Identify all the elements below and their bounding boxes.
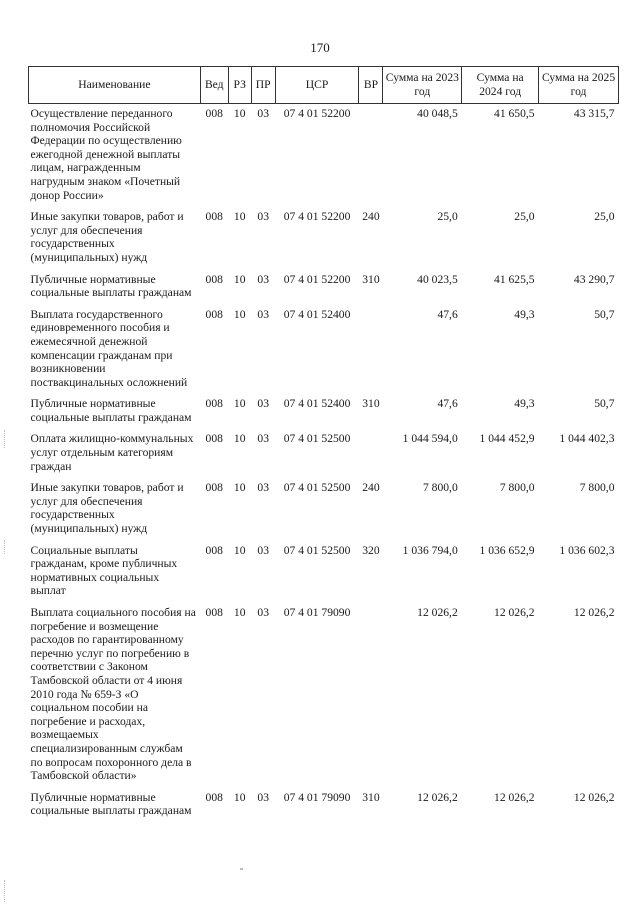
cell-csr: 07 4 01 52200 — [283, 107, 351, 120]
cell-pr: 03 — [257, 107, 269, 120]
cell-sum-2023: 40 048,5 — [417, 107, 458, 120]
cell-ved: 008 — [205, 790, 223, 804]
cell-vr — [359, 603, 383, 788]
cell-pr: 03 — [257, 210, 269, 224]
margin-mark — [4, 880, 6, 902]
cell-name: Выплата социального пособия на погребение и возмещение расходов по гарантированному перечню услуг по погребению в соответствии с Законом Тамбовской области от 4 июня 2010 года № 659-З «О социальном пособии на погребение и расходах, возмещаемых специализированным службам по вопросам похоронного дела в Тамбовской области» — [30, 606, 196, 783]
cell-name: Оплата жилищно-коммунальных услуг отдельным категориям граждан — [30, 432, 194, 473]
cell-sum-2025: 1 044 402,3 — [559, 432, 615, 446]
cell-pr: 03 — [257, 307, 269, 321]
cell-ved: 008 — [205, 481, 223, 495]
table-row — [29, 104, 619, 208]
cell-name: Выплата государственного единовременного пособия и ежемесячной денежной компенсации гражданам при возникновении поствакцинальных осложнений — [30, 307, 188, 389]
cell-sum-2025: 25,0 — [594, 210, 615, 224]
cell-pr: 03 — [257, 790, 269, 804]
cell-sum-2025: 7 800,0 — [579, 481, 615, 495]
cell-sum-2024: 1 036 652,9 — [479, 543, 535, 557]
table-row — [29, 394, 619, 429]
cell-sum-2024: 49,3 — [514, 307, 535, 321]
cell-vr — [359, 104, 383, 208]
cell-ved: 008 — [205, 432, 223, 446]
cell-name: Осуществление переданного полномочия Российской Федерации по осуществлению ежегодной денежной выплаты лицам, награжденным нагрудным знаком «Почетный донор России» — [30, 107, 182, 202]
header-rz: РЗ — [228, 67, 251, 104]
cell-sum-2023: 12 026,2 — [417, 606, 458, 619]
cell-pr: 03 — [257, 432, 269, 446]
cell-rz: 10 — [233, 606, 246, 619]
cell-sum-2023: 40 023,5 — [417, 272, 458, 286]
scan-speck — [240, 868, 243, 870]
cell-csr: 07 4 01 52400 — [283, 307, 351, 321]
cell-ved: 008 — [205, 307, 223, 321]
header-pr: ПР — [251, 67, 275, 104]
cell-csr: 07 4 01 79090 — [283, 606, 351, 619]
cell-vr — [359, 429, 383, 478]
cell-pr: 03 — [257, 543, 269, 557]
table-row — [29, 478, 619, 540]
cell-name: Иные закупки товаров, работ и услуг для обеспечения государственных (муниципальных) нужд — [30, 210, 184, 264]
cell-csr: 07 4 01 52400 — [283, 397, 351, 411]
cell-rz: 10 — [233, 790, 246, 804]
cell-name: Иные закупки товаров, работ и услуг для обеспечения государственных (муниципальных) нужд — [30, 481, 184, 536]
cell-ved: 008 — [205, 272, 223, 286]
table-row — [29, 541, 619, 603]
cell-sum-2024: 12 026,2 — [494, 606, 535, 619]
table-row — [29, 429, 619, 478]
cell-ved: 008 — [205, 397, 223, 411]
cell-csr: 07 4 01 52500 — [283, 432, 351, 446]
cell-vr — [359, 305, 383, 395]
cell-rz: 10 — [233, 210, 246, 224]
cell-rz: 10 — [233, 543, 246, 557]
cell-pr: 03 — [257, 481, 269, 495]
cell-pr: 03 — [257, 272, 269, 286]
cell-rz: 10 — [233, 272, 246, 286]
cell-sum-2024: 7 800,0 — [499, 481, 535, 495]
cell-sum-2025: 43 290,7 — [573, 272, 615, 286]
page-number: 170 — [310, 40, 330, 55]
header-vr: ВР — [359, 67, 383, 104]
cell-sum-2024: 49,3 — [514, 397, 535, 411]
cell-sum-2023: 1 036 794,0 — [402, 543, 458, 557]
cell-csr: 07 4 01 79090 — [283, 790, 351, 804]
cell-sum-2024: 1 044 452,9 — [479, 432, 535, 446]
cell-vr: 240 — [362, 210, 380, 224]
cell-sum-2023: 47,6 — [437, 307, 458, 321]
cell-rz: 10 — [233, 397, 246, 411]
cell-sum-2025: 50,7 — [594, 307, 615, 321]
cell-vr: 240 — [362, 481, 380, 495]
cell-csr: 07 4 01 52200 — [283, 272, 351, 286]
cell-csr: 07 4 01 52500 — [283, 481, 351, 495]
margin-mark — [4, 540, 6, 554]
cell-name: Публичные нормативные социальные выплаты гражданам — [30, 397, 192, 424]
cell-vr: 310 — [362, 272, 380, 286]
cell-csr: 07 4 01 52500 — [283, 543, 351, 557]
margin-mark — [4, 430, 6, 448]
cell-sum-2025: 12 026,2 — [573, 606, 615, 619]
cell-sum-2024: 12 026,2 — [494, 790, 535, 804]
cell-rz: 10 — [233, 107, 246, 120]
cell-name: Публичные нормативные социальные выплаты гражданам — [30, 790, 192, 818]
budget-table — [28, 66, 619, 823]
header-sum-2024: Сумма на 2024 год — [462, 67, 539, 104]
cell-vr: 320 — [362, 543, 380, 557]
cell-name: Публичные нормативные социальные выплаты гражданам — [30, 272, 192, 300]
cell-sum-2024: 41 625,5 — [494, 272, 535, 286]
cell-sum-2024: 41 650,5 — [494, 107, 535, 120]
cell-ved: 008 — [205, 210, 223, 224]
table-row — [29, 207, 619, 269]
header-sum-2025: Сумма на 2025 год — [539, 67, 619, 104]
header-csr: ЦСР — [275, 67, 359, 104]
header-ved: Вед — [200, 67, 228, 104]
cell-sum-2025: 12 026,2 — [573, 790, 615, 804]
cell-pr: 03 — [257, 606, 269, 619]
cell-sum-2023: 7 800,0 — [422, 481, 458, 495]
table-row — [29, 305, 619, 395]
cell-sum-2023: 47,6 — [437, 397, 458, 411]
header-sum-2023: Сумма на 2023 год — [383, 67, 462, 104]
cell-pr: 03 — [257, 397, 269, 411]
cell-sum-2024: 25,0 — [514, 210, 535, 224]
cell-sum-2025: 43 315,7 — [573, 107, 615, 120]
cell-rz: 10 — [233, 481, 246, 495]
cell-vr: 310 — [362, 397, 380, 411]
cell-vr: 310 — [362, 790, 380, 804]
table-header-row — [29, 67, 619, 104]
cell-name: Социальные выплаты гражданам, кроме публичных нормативных социальных выплат — [30, 543, 178, 598]
cell-sum-2023: 12 026,2 — [417, 790, 458, 804]
table-row — [29, 603, 619, 788]
cell-ved: 008 — [205, 606, 223, 619]
cell-sum-2025: 1 036 602,3 — [559, 543, 615, 557]
cell-csr: 07 4 01 52200 — [283, 210, 351, 224]
table-row — [29, 788, 619, 823]
cell-rz: 10 — [233, 307, 246, 321]
cell-rz: 10 — [233, 432, 246, 446]
cell-ved: 008 — [205, 543, 223, 557]
header-name: Наименование — [29, 67, 201, 104]
cell-sum-2025: 50,7 — [594, 397, 615, 411]
cell-sum-2023: 1 044 594,0 — [402, 432, 458, 446]
cell-sum-2023: 25,0 — [437, 210, 458, 224]
cell-ved: 008 — [205, 107, 223, 120]
table-row — [29, 270, 619, 305]
